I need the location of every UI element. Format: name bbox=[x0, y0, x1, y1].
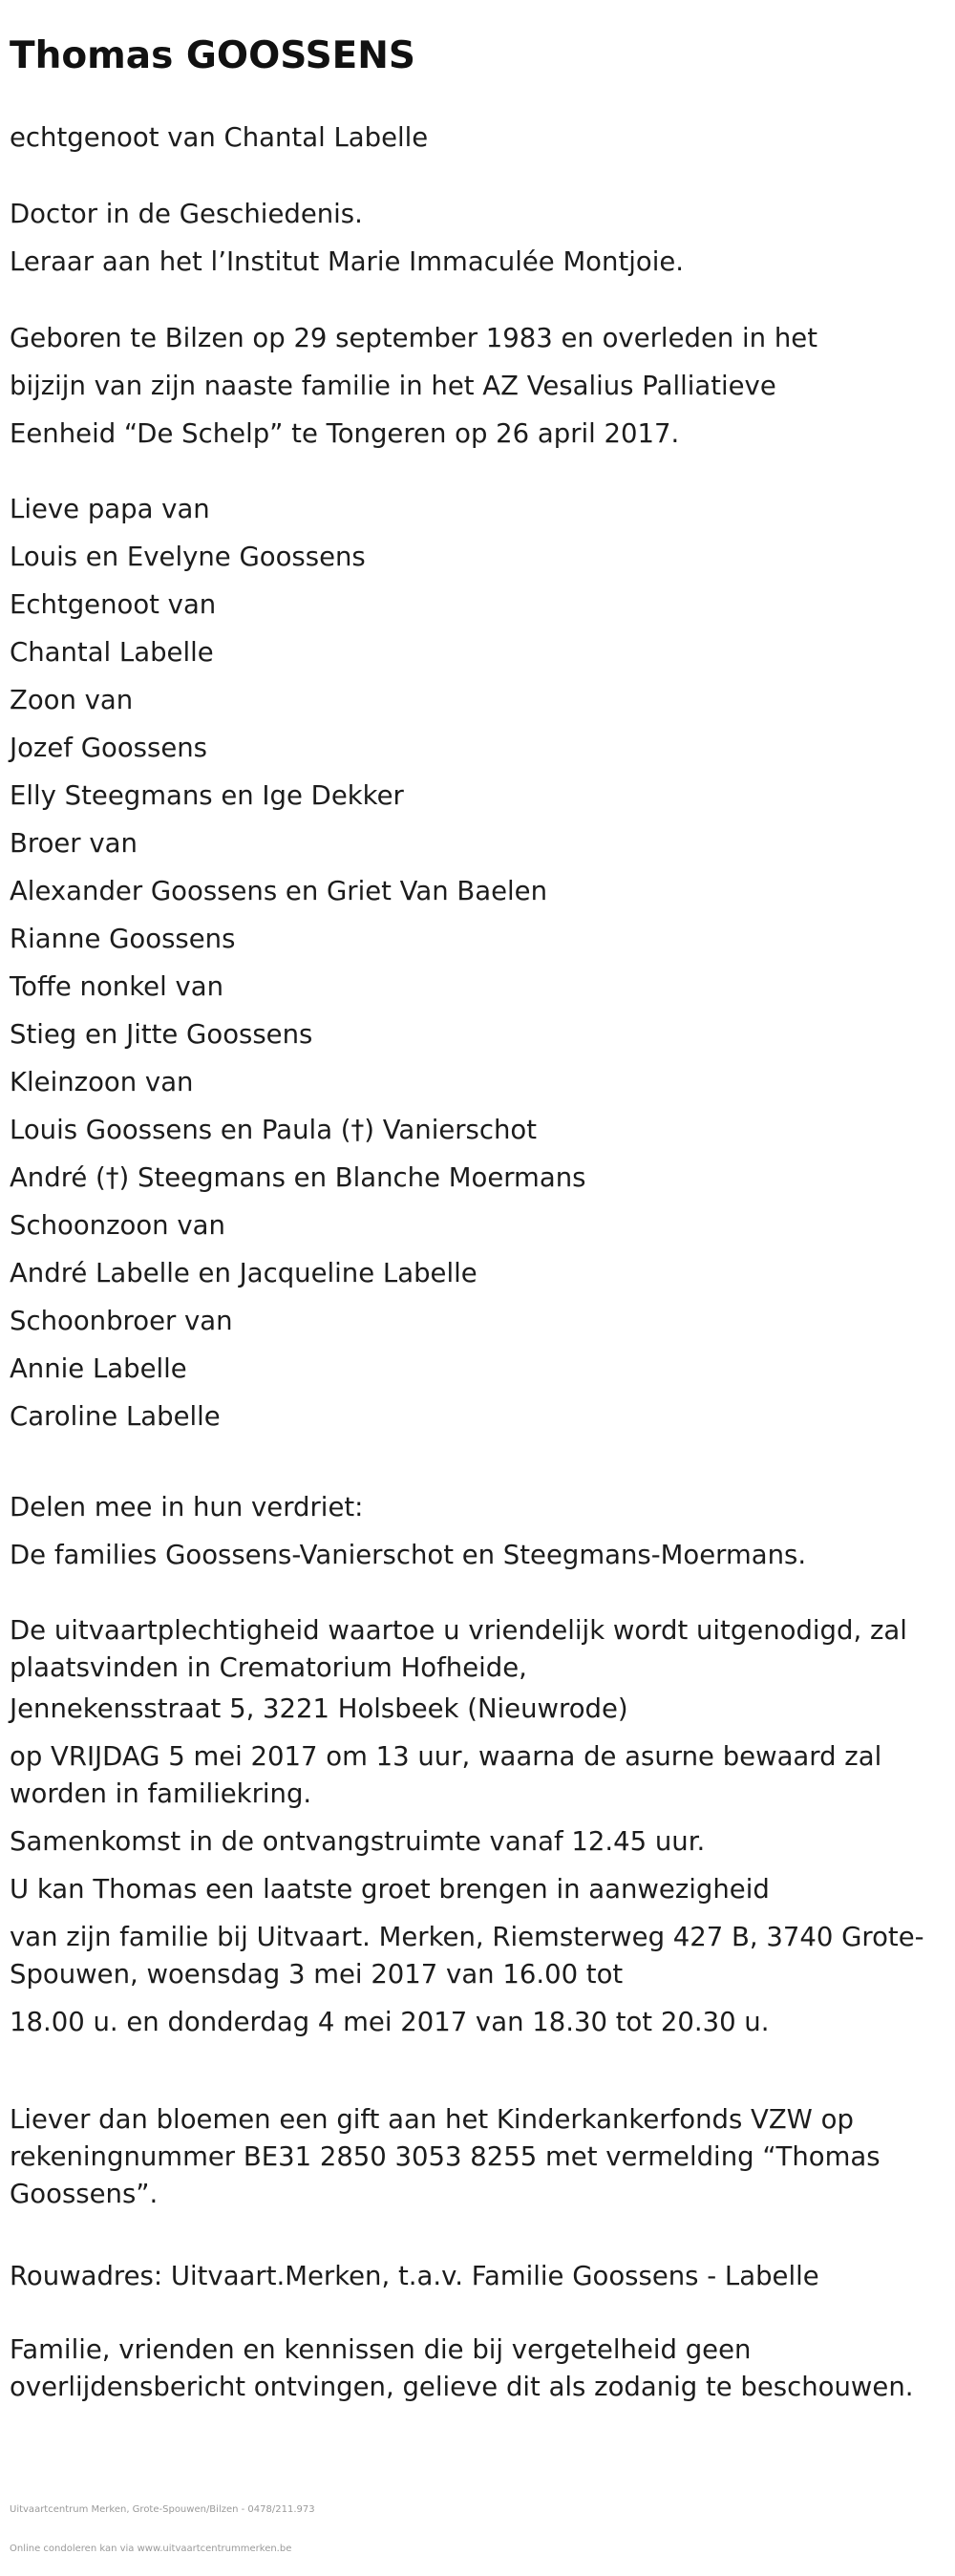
relatives-line: Chantal Labelle bbox=[10, 637, 214, 668]
relatives-list bbox=[10, 485, 585, 1440]
ceremony-line: Samenkomst in de ontvangstruimte vanaf 12.45 uur. bbox=[10, 1826, 706, 1857]
footer-condolences: Online condoleren kan via www.uitvaartcentrummerken.be bbox=[10, 2544, 292, 2554]
spouse-line-block bbox=[10, 114, 428, 161]
ceremony-line: Jennekensstraat 5, 3221 Holsbeek (Nieuwrode) bbox=[10, 1693, 628, 1724]
address-block bbox=[10, 2258, 950, 2295]
relatives-line: Schoonbroer van bbox=[10, 1306, 233, 1336]
relatives-line: Louis Goossens en Paula (†) Vanierschot bbox=[10, 1115, 538, 1145]
relatives-line: Louis en Evelyne Goossens bbox=[10, 542, 366, 572]
mourners-line: Delen mee in hun verdriet: bbox=[10, 1492, 364, 1522]
birth-death-line: bijzijn van zijn naaste familie in het AZ Vesalius Palliatieve bbox=[10, 371, 776, 401]
mourners-block bbox=[10, 1483, 806, 1579]
ceremony-line: 18.00 u. en donderdag 4 mei 2017 van 18.30 tot 20.30 u. bbox=[10, 2007, 770, 2037]
profession-line: Doctor in de Geschiedenis. bbox=[10, 199, 363, 229]
profession-line: Leraar aan het l’Institut Marie Immaculée Montjoie. bbox=[10, 246, 684, 277]
relatives-line: Kleinzoon van bbox=[10, 1067, 194, 1097]
relatives-line: Elly Steegmans en Ige Dekker bbox=[10, 780, 404, 811]
birth-death-line: Geboren te Bilzen op 29 september 1983 en overleden in het bbox=[10, 323, 817, 353]
notice-text: Familie, vrienden en kennissen die bij vergetelheid geen overlijdensbericht ontvingen, gelieve dit als zodanig te beschouwen. bbox=[10, 2334, 914, 2402]
ceremony-block bbox=[10, 1612, 950, 2041]
relatives-line: Echtgenoot van bbox=[10, 589, 217, 620]
profession-block bbox=[10, 190, 684, 286]
donation-block bbox=[10, 2101, 950, 2213]
relatives-line: André Labelle en Jacqueline Labelle bbox=[10, 1258, 478, 1288]
relatives-line: Schoonzoon van bbox=[10, 1210, 225, 1241]
spouse-line: echtgenoot van Chantal Labelle bbox=[10, 122, 429, 153]
ceremony-line: van zijn familie bij Uitvaart. Merken, Riemsterweg 427 B, 3740 Grote-Spouwen, woensdag 3 mei 2017 van 16.00 tot bbox=[10, 1922, 924, 1990]
deceased-name-title: Thomas GOOSSENS bbox=[10, 34, 416, 77]
relatives-line: Zoon van bbox=[10, 685, 134, 715]
relatives-line: Jozef Goossens bbox=[10, 733, 208, 763]
birth-death-block bbox=[10, 314, 817, 458]
footer-company: Uitvaartcentrum Merken, Grote-Spouwen/Bilzen - 0478/211.973 bbox=[10, 2504, 315, 2515]
relatives-line: Annie Labelle bbox=[10, 1353, 187, 1384]
ceremony-line: De uitvaartplechtigheid waartoe u vriendelijk wordt uitgenodigd, zal plaatsvinden in Crematorium Hofheide, bbox=[10, 1615, 907, 1683]
relatives-line: André (†) Steegmans en Blanche Moermans bbox=[10, 1162, 586, 1193]
relatives-line: Caroline Labelle bbox=[10, 1401, 221, 1432]
ceremony-line: U kan Thomas een laatste groet brengen in aanwezigheid bbox=[10, 1874, 770, 1905]
relatives-line: Toffe nonkel van bbox=[10, 971, 224, 1002]
relatives-line: Alexander Goossens en Griet Van Baelen bbox=[10, 876, 548, 906]
relatives-line: Lieve papa van bbox=[10, 494, 210, 524]
donation-text: Liever dan bloemen een gift aan het Kinderkankerfonds VZW op rekeningnummer BE31 2850 3053 8255 met vermelding “Thomas Goossens”. bbox=[10, 2104, 881, 2209]
notice-block bbox=[10, 2331, 950, 2406]
birth-death-line: Eenheid “De Schelp” te Tongeren op 26 april 2017. bbox=[10, 418, 680, 449]
relatives-line: Stieg en Jitte Goossens bbox=[10, 1019, 313, 1050]
ceremony-line: op VRIJDAG 5 mei 2017 om 13 uur, waarna de asurne bewaard zal worden in familiekring. bbox=[10, 1741, 882, 1809]
relatives-line: Rianne Goossens bbox=[10, 924, 236, 954]
mourners-line: De families Goossens-Vanierschot en Steegmans-Moermans. bbox=[10, 1540, 807, 1570]
relatives-line: Broer van bbox=[10, 828, 138, 859]
mourning-address: Rouwadres: Uitvaart.Merken, t.a.v. Familie Goossens - Labelle bbox=[10, 2261, 819, 2291]
